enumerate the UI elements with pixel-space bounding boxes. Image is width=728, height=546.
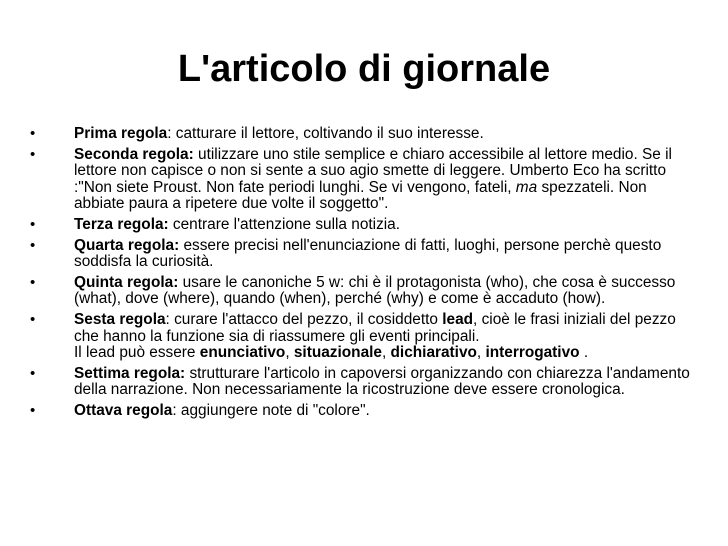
bullet-icon: • (30, 236, 36, 254)
lead-type-separator: , (381, 344, 391, 362)
rule-label: Terza regola: (74, 215, 169, 233)
rules-list (26, 126, 696, 424)
rule-text: essere precisi nell'enunciazione di fatti, luoghi, persone perchè questo soddisfa la curiosità. (74, 236, 662, 271)
bullet-icon: • (30, 215, 36, 233)
rule-label: Sesta regola (74, 310, 166, 328)
rule-text: strutturare l'articolo in capoversi organizzando con chiarezza l'andamento della narrazione. Non necessariamente la ricostruzione deve essere cronologica. (74, 364, 690, 399)
bullet-icon: • (30, 364, 36, 382)
rule-text: usare le canoniche 5 w: chi è il protagonista (who), che cosa è successo (what), dove (where), quando (when), perché (why) e come è accaduto (how). (74, 273, 676, 308)
lead-type-enunciativo: enunciativo (199, 344, 286, 362)
lead-term: lead (442, 310, 474, 328)
rule-item-1 (26, 126, 696, 143)
rule-item-8 (26, 403, 696, 420)
rule-label: Quarta regola: (74, 236, 180, 254)
rule-label: Settima regola: (74, 364, 186, 382)
rule-item-5 (26, 275, 696, 308)
rule-text: : curare l'attacco del pezzo, il cosiddetto (165, 310, 443, 328)
lead-types-end: . (579, 344, 589, 362)
lead-type-dichiarativo: dichiarativo (390, 344, 477, 362)
rule-label: Seconda regola: (74, 145, 194, 163)
lead-type-situazionale: situazionale (293, 344, 382, 362)
rule-label: Ottava regola (74, 401, 173, 419)
rule-item-3 (26, 217, 696, 234)
rule-text: centrare l'attenzione sulla notizia. (168, 215, 401, 233)
rule-label: Quinta regola: (74, 273, 179, 291)
bullet-icon: • (30, 401, 36, 419)
rule-item-7 (26, 366, 696, 399)
rule-text: : catturare il lettore, coltivando il suo interesse. (167, 125, 484, 142)
bullet-icon: • (30, 273, 36, 291)
lead-type-separator: , (476, 344, 486, 362)
rule-item-4 (26, 238, 696, 271)
rule-item-6 (26, 312, 696, 362)
rule-text-continued: , cioè le frasi iniziali del pezzo che hanno la funzione sia di riassumere gli eventi principali. (74, 310, 676, 345)
rule-label: Prima regola (74, 125, 168, 142)
bullet-icon: • (30, 125, 36, 142)
bullet-icon: • (30, 310, 36, 328)
rule-item-2 (26, 147, 696, 213)
slide-title: L'articolo di giornale (177, 48, 551, 90)
rule-text: : aggiungere note di "colore". (172, 401, 370, 419)
lead-types-prefix: Il lead può essere (74, 344, 200, 362)
rule-text: utilizzare uno stile semplice e chiaro accessibile al lettore medio. Se il lettore non capisce o non si sente a suo agio smette di leggere. Umberto Eco ha scritto :"Non siete Proust. Non fate periodi lunghi. Se vi vengono, fateli, (74, 145, 672, 196)
rule-emphasis: ma (515, 178, 538, 196)
rule-text-continued: spezzateli. Non abbiate paura a ripetere due volte il soggetto". (74, 178, 647, 213)
lead-type-separator: , (285, 344, 294, 362)
bullet-icon: • (30, 145, 36, 163)
lead-type-interrogativo: interrogativo (485, 344, 580, 362)
